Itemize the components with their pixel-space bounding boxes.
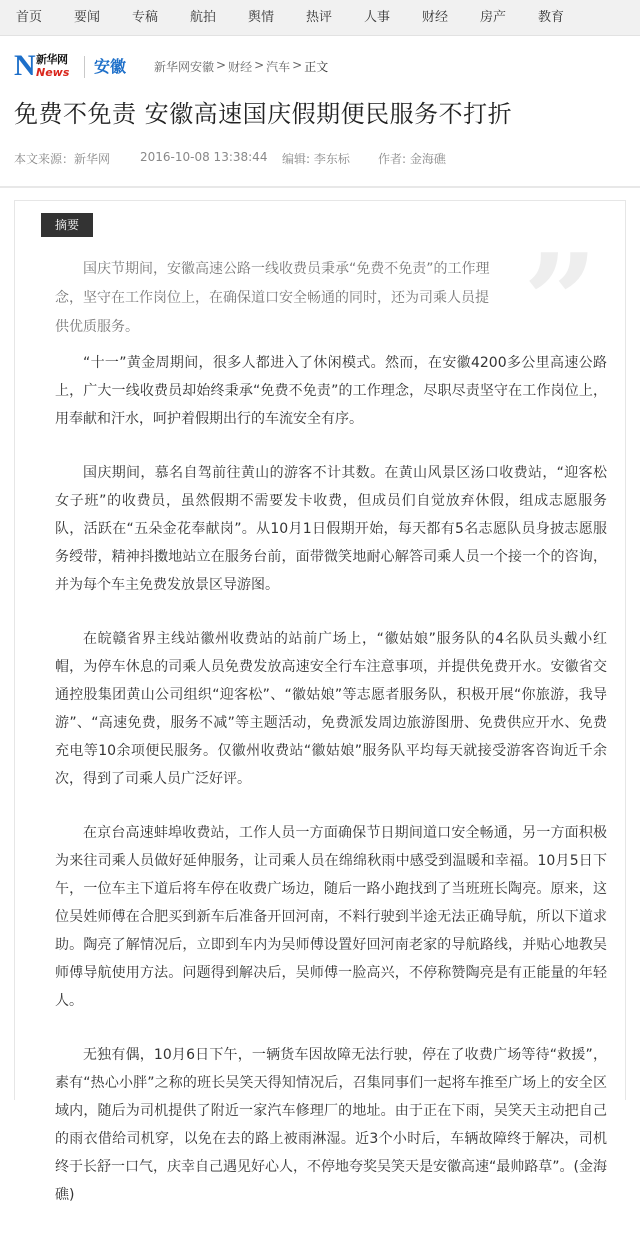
article-paragraph: “十一”黄金周期间，很多人都进入了休闲模式。然而，在安徽4200多公里高速公路上，广大一线收费员却始终秉承“免费不免责”的工作理念，尽职尽责坚守在工作岗位上，用奉献和汗水，呵护着假期出行的车流安全有序。 <box>55 355 607 427</box>
nav-item-finance[interactable]: 财经 <box>422 10 449 25</box>
breadcrumb-auto[interactable]: 汽车 <box>266 60 291 74</box>
article-panel <box>14 200 626 1203</box>
logo-divider <box>84 56 85 78</box>
logo-english: News <box>36 66 70 79</box>
top-nav <box>0 0 640 36</box>
article-title: 免费不免责 安徽高速国庆假期便民服务不打折 <box>14 100 513 128</box>
summary-tag: 摘要 <box>41 213 93 237</box>
breadcrumb <box>154 58 328 75</box>
quote-mark-icon: ” <box>523 225 598 378</box>
breadcrumb-separator: > <box>216 58 227 72</box>
nav-item-aerial[interactable]: 航拍 <box>190 10 217 25</box>
logo-chinese: 新华网 <box>36 53 68 66</box>
article-paragraph: 在皖赣省界主线站徽州收费站的站前广场上，“徽姑娘”服务队的4名队员头戴小红帽，为停车休息的司乘人员免费发放高速安全行车注意事项，并提供免费开水。安徽省交通控股集团黄山公司组织“迎客松”、“徽姑娘”等志愿者服务队，积极开展“你旅游，我导游”、“高速免费，服务不减”等主题活动，免费派发周边旅游图册、免费供应开水、免费充电等10余项便民服务。仅徽州收费站“徽姑娘”服务队平均每天就接受游客咨询近千余次，得到了司乘人员广泛好评。 <box>55 631 607 787</box>
nav-item-home[interactable]: 首页 <box>16 10 43 25</box>
nav-item-real-estate[interactable]: 房产 <box>480 10 507 25</box>
region-name[interactable]: 安徽 <box>94 57 127 76</box>
nav-item-features[interactable]: 专稿 <box>132 10 159 25</box>
breadcrumb-finance[interactable]: 财经 <box>228 60 253 74</box>
article-source: 本文来源：新华网 <box>14 152 111 166</box>
article-paragraph: 国庆期间，慕名自驾前往黄山的游客不计其数。在黄山风景区汤口收费站，“迎客松女子班”的收费员，虽然假期不需要发卡收费，但成员们自觉放弃休假，组成志愿服务队，活跃在“五朵金花奉献岗”。从10月1日假期开始，每天都有5名志愿队员身披志愿服务绶带，精神抖擞地站立在服务台前，面带微笑地耐心解答司乘人员一个接一个的咨询，并为每个车主免费发放景区导游图。 <box>55 465 607 593</box>
article-datetime: 2016-10-08 13:38:44 <box>140 150 268 164</box>
header-divider <box>0 186 640 188</box>
nav-item-commentary[interactable]: 热评 <box>306 10 333 25</box>
logo-letter-n: N <box>14 49 36 82</box>
article-summary: 国庆节期间，安徽高速公路一线收费员秉承“免费不免责”的工作理念，坚守在工作岗位上，在确保道口安全畅通的同时，还为司乘人员提供优质服务。 <box>55 261 490 335</box>
article-paragraph: 在京台高速蚌埠收费站，工作人员一方面确保节日期间道口安全畅通，另一方面积极为来往司乘人员做好延伸服务，让司乘人员在绵绵秋雨中感受到温暖和幸福。10月5日下午，一位车主下道后将车停在收费广场边，随后一路小跑找到了当班班长陶亮。原来，这位吴姓师傅在合肥买到新车后准备开回河南，不料行驶到半途无法正确导航，所以下道求助。陶亮了解情况后，立即到车内为吴师傅设置好回河南老家的导航路线，并贴心地教吴师傅导航使用方法。问题得到解决后，吴师傅一脸高兴，不停称赞陶亮是有正能量的年轻人。 <box>55 825 607 1009</box>
breadcrumb-current: 正文 <box>304 60 329 74</box>
brand-row <box>0 36 640 94</box>
breadcrumb-home[interactable]: 新华网安徽 <box>154 60 215 74</box>
nav-item-public-opinion[interactable]: 舆情 <box>248 10 275 25</box>
article-paragraph: 无独有偶，10月6日下午，一辆货车因故障无法行驶，停在了收费广场等待“救援”，素有“热心小胖”之称的班长吴笑天得知情况后，召集同事们一起将车推至广场上的安全区域内，随后为司机提供了附近一家汽车修理厂的地址。由于正在下雨，吴笑天主动把自己的雨衣借给司机穿，以免在去的路上被雨淋湿。近3个小时后，车辆故障终于解决，司机终于长舒一口气，庆幸自己遇见好心人，不停地夸奖吴笑天是安徽高速“最帅路草”。(金海礁) <box>55 1047 607 1203</box>
nav-item-news[interactable]: 要闻 <box>74 10 101 25</box>
article-editor: 编辑: 李东标 <box>282 152 350 166</box>
nav-item-personnel[interactable]: 人事 <box>364 10 391 25</box>
breadcrumb-separator: > <box>292 58 303 72</box>
nav-item-education[interactable]: 教育 <box>538 10 565 25</box>
breadcrumb-separator: > <box>254 58 265 72</box>
xinhua-logo[interactable] <box>14 50 80 82</box>
article-body <box>55 349 607 1235</box>
article-author: 作者: 金海礁 <box>378 152 446 166</box>
